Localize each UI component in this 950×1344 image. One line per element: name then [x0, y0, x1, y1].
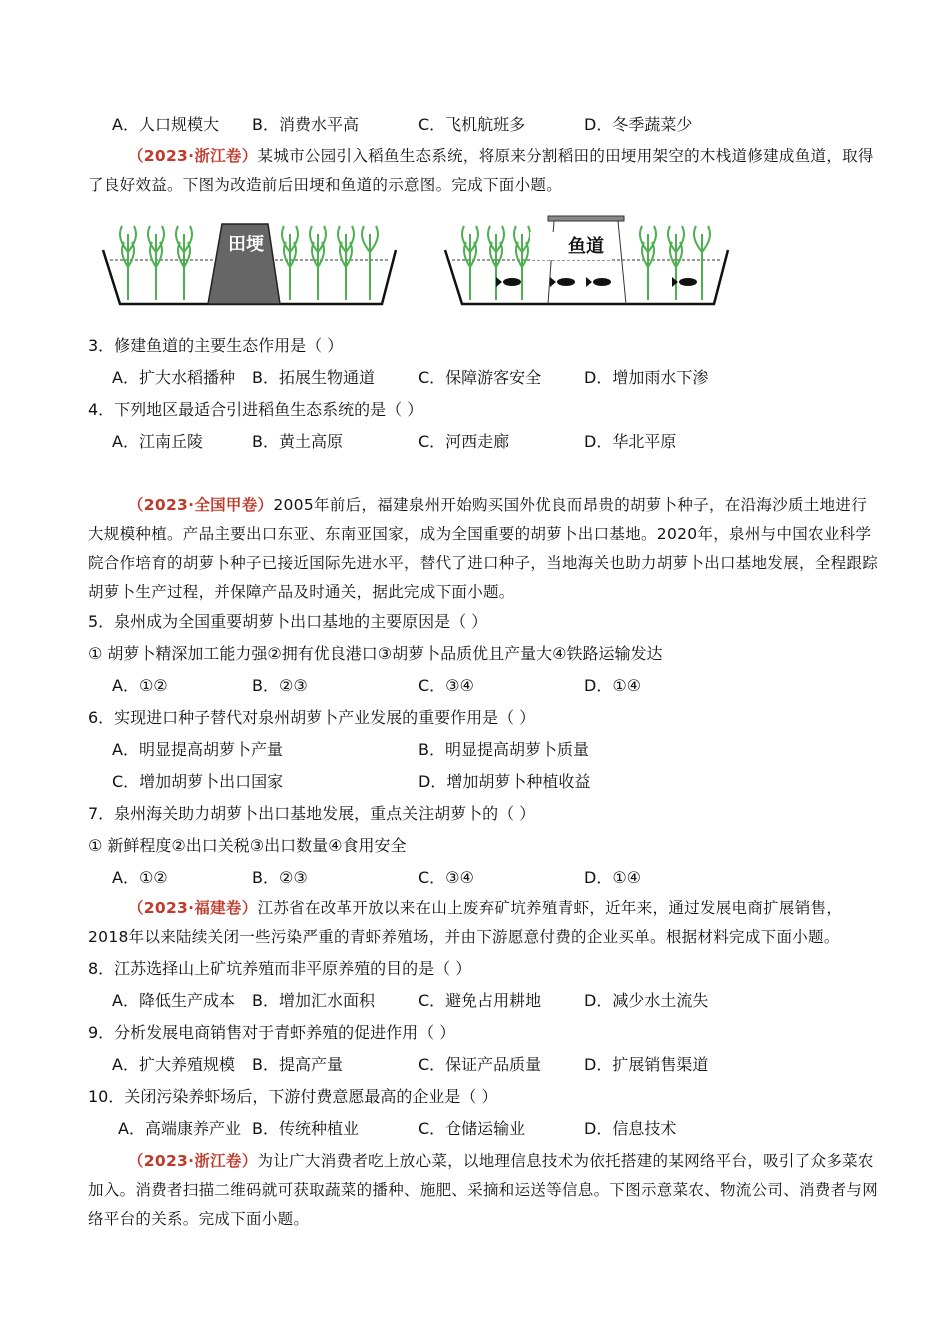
- q7-option-d: D．①④: [584, 868, 642, 887]
- intro-paragraph-3: [88, 894, 878, 952]
- q9-option-a: A．扩大养殖规模: [112, 1055, 235, 1074]
- q3-option-a: A．扩大水稻播种: [112, 368, 235, 387]
- label-tiangeng: 田埂: [228, 234, 264, 255]
- q3-option-d: D．增加雨水下渗: [584, 368, 709, 387]
- q3-option-b: B．拓展生物通道: [252, 368, 375, 387]
- rice-fish-diagram: [100, 212, 740, 312]
- q5-option-d: D．①④: [584, 676, 642, 695]
- q7-option-b: B．②③: [252, 868, 308, 887]
- q5-option-c: C．③④: [418, 676, 474, 695]
- intro-text: 某城市公园引入稻鱼生态系统，将原来分割稻田的田埂用架空的木栈道修建成鱼道，取得了良好效益。下图为改造前后田埂和鱼道的示意图。完成下面小题。: [88, 147, 874, 194]
- q8-option-a: A．降低生产成本: [112, 991, 235, 1010]
- intro-paragraph-1: [88, 142, 878, 200]
- option-a: A．人口规模大: [112, 115, 219, 134]
- question-8-stem: 8．江苏选择山上矿坑养殖而非平原养殖的目的是（ ）: [88, 959, 472, 978]
- source-tag: （2023·福建卷）: [128, 899, 258, 917]
- question-5-items: ① 胡萝卜精深加工能力强②拥有优良港口③胡萝卜品质优且产量大④铁路运输发达: [88, 644, 663, 663]
- q6-option-c: C．增加胡萝卜出口国家: [112, 772, 284, 791]
- q10-option-c: C．仓储运输业: [418, 1119, 526, 1138]
- question-5-stem: 5．泉州成为全国重要胡萝卜出口基地的主要原因是（ ）: [88, 612, 488, 631]
- question-9-stem: 9．分析发展电商销售对于青虾养殖的促进作用（ ）: [88, 1023, 456, 1042]
- q10-option-d: D．信息技术: [584, 1119, 677, 1138]
- field-after: [445, 216, 728, 304]
- source-tag: （2023·浙江卷）: [128, 1152, 258, 1170]
- question-10-stem: 10．关闭污染养虾场后，下游付费意愿最高的企业是（ ）: [88, 1087, 498, 1106]
- question-6-stem: 6．实现进口种子替代对泉州胡萝卜产业发展的重要作用是（ ）: [88, 708, 536, 727]
- q8-option-b: B．增加汇水面积: [252, 991, 375, 1010]
- option-c: C．飞机航班多: [418, 115, 526, 134]
- intro-text: 2005年前后，福建泉州开始购买国外优良而昂贵的胡萝卜种子，在沿海沙质土地进行大规模种植。产品主要出口东亚、东南亚国家，成为全国重要的胡萝卜出口基地。2020年，泉州与中国农业科学院合作培育的胡萝卜种子已接近国际先进水平，替代了进口种子，当地海关也助力胡萝卜出口基地发展，全程跟踪胡萝卜生产过程，并保障产品及时通关，据此完成下面小题。: [88, 496, 879, 601]
- q8-option-d: D．减少水土流失: [584, 991, 709, 1010]
- q7-option-c: C．③④: [418, 868, 474, 887]
- q10-option-a: A．高端康养产业: [118, 1119, 241, 1138]
- intro-text: 为让广大消费者吃上放心菜，以地理信息技术为依托搭建的某网络平台，吸引了众多菜农加入。消费者扫描二维码就可获取蔬菜的播种、施肥、采摘和运送等信息。下图示意菜农、物流公司、消费者与网络平台的关系。完成下面小题。: [88, 1152, 879, 1228]
- intro-paragraph-2: [88, 491, 878, 607]
- question-7-stem: 7．泉州海关助力胡萝卜出口基地发展，重点关注胡萝卜的（ ）: [88, 804, 536, 823]
- label-yudao: 鱼道: [568, 236, 604, 257]
- q10-option-b: B．传统种植业: [252, 1119, 359, 1138]
- q4-option-d: D．华北平原: [584, 432, 677, 451]
- q7-option-a: A．①②: [112, 868, 168, 887]
- option-d: D．冬季蔬菜少: [584, 115, 693, 134]
- q9-option-b: B．提高产量: [252, 1055, 343, 1074]
- q6-option-b: B．明显提高胡萝卜质量: [418, 740, 589, 759]
- q9-option-c: C．保证产品质量: [418, 1055, 542, 1074]
- q5-option-b: B．②③: [252, 676, 308, 695]
- source-tag: （2023·全国甲卷）: [128, 496, 274, 514]
- intro-text: 江苏省在改革开放以来在山上废弃矿坑养殖青虾，近年来，通过发展电商扩展销售，2018年以来陆续关闭一些污染严重的青虾养殖场，并由下游愿意付费的企业买单。根据材料完成下面小题。: [88, 899, 843, 946]
- question-4-stem: 4．下列地区最适合引进稻鱼生态系统的是（ ）: [88, 400, 424, 419]
- field-before: [103, 224, 396, 304]
- option-b: B．消费水平高: [252, 115, 359, 134]
- q9-option-d: D．扩展销售渠道: [584, 1055, 709, 1074]
- source-tag: （2023·浙江卷）: [128, 147, 258, 165]
- question-3-stem: 3．修建鱼道的主要生态作用是（ ）: [88, 336, 344, 355]
- q4-option-b: B．黄土高原: [252, 432, 343, 451]
- q5-option-a: A．①②: [112, 676, 168, 695]
- intro-paragraph-4: [88, 1147, 878, 1234]
- q8-option-c: C．避免占用耕地: [418, 991, 542, 1010]
- q4-option-a: A．江南丘陵: [112, 432, 203, 451]
- q3-option-c: C．保障游客安全: [418, 368, 542, 387]
- q4-option-c: C．河西走廊: [418, 432, 510, 451]
- question-7-items: ① 新鲜程度②出口关税③出口数量④食用安全: [88, 836, 407, 855]
- fish-icon: [496, 277, 697, 287]
- q6-option-d: D．增加胡萝卜种植收益: [418, 772, 591, 791]
- q6-option-a: A．明显提高胡萝卜产量: [112, 740, 283, 759]
